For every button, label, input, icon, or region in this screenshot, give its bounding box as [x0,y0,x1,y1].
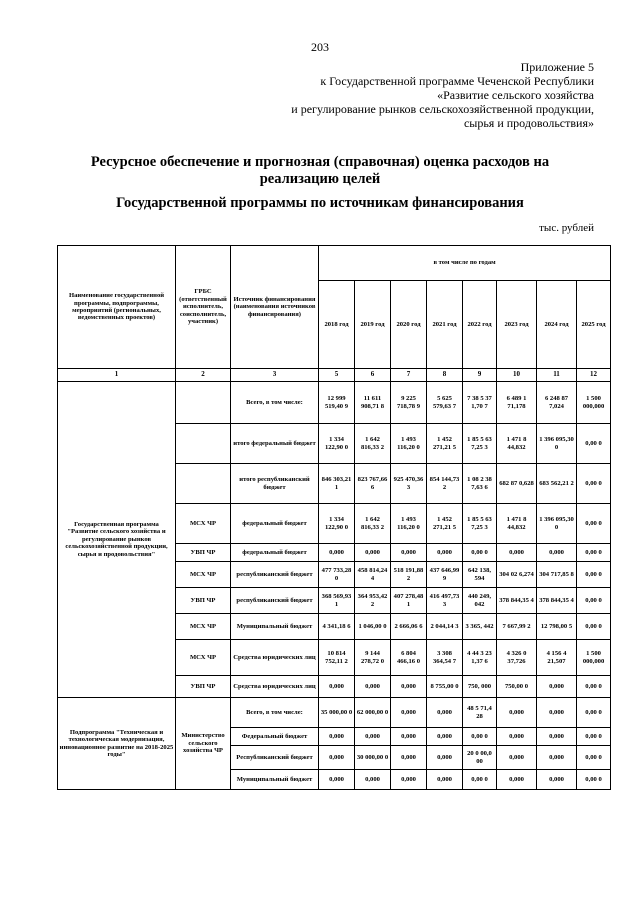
value-cell: 30 000,00 0 [355,746,391,770]
header-year: 2023 год [497,281,537,369]
title-line: Ресурсное обеспечение и прогнозная (справочная) оценка расходов на [90,154,550,170]
value-cell: 378 844,35 4 [537,588,577,614]
col-number: 3 [231,369,319,382]
header-source: Источник финансирования (наименования источников финансирования) [231,246,319,369]
value-cell: 0,000 [537,770,577,790]
value-cell: 0,000 [319,728,355,746]
grbs-cell: МСХ ЧР [176,504,231,544]
appendix-line: к Государственной программе Чеченской Республики [320,74,594,88]
source-cell: Всего, в том числе: [231,698,319,728]
header-year: 2025 год [577,281,611,369]
value-cell: 4 326 0 37,726 [497,640,537,676]
source-cell: Средства юридических лиц [231,640,319,676]
value-cell: 0,000 [391,698,427,728]
value-cell: 0,000 [427,698,463,728]
value-cell: 0,00 0 [577,746,611,770]
value-cell: 0,000 [537,746,577,770]
value-cell: 0,000 [355,676,391,698]
value-cell: 3 308 364,54 7 [427,640,463,676]
value-cell: 0,000 [427,746,463,770]
value-cell: 7 667,99 2 [497,614,537,640]
col-number: 5 [319,369,355,382]
grbs-cell [176,424,231,464]
col-number: 1 [58,369,176,382]
grbs-cell [176,382,231,424]
source-cell: федеральный бюджет [231,504,319,544]
header-year: 2020 год [391,281,427,369]
value-cell: 4 341,18 6 [319,614,355,640]
value-cell: 1 642 816,33 2 [355,424,391,464]
value-cell: 0,00 0 [577,504,611,544]
value-cell: 368 569,93 1 [319,588,355,614]
value-cell: 1 396 095,30 0 [537,504,577,544]
value-cell: 0,000 [497,544,537,562]
value-cell: 0,00 0 [577,614,611,640]
value-cell: 12 999 519,40 9 [319,382,355,424]
value-cell: 1 85 5 63 7,25 3 [463,424,497,464]
value-cell: 6 804 466,16 0 [391,640,427,676]
funding-table [57,245,611,790]
value-cell: 0,000 [319,770,355,790]
document-subtitle: Государственной программы по источникам финансирования [116,195,524,211]
value-cell: 0,000 [427,728,463,746]
value-cell: 7 38 5 37 1,70 7 [463,382,497,424]
document-title [60,154,580,188]
col-number: 2 [176,369,231,382]
value-cell: 1 493 116,20 0 [391,424,427,464]
col-number: 7 [391,369,427,382]
col-number: 11 [537,369,577,382]
value-cell: 1 493 116,20 0 [391,504,427,544]
value-cell: 925 470,36 3 [391,464,427,504]
value-cell: 5 625 579,63 7 [427,382,463,424]
value-cell: 477 733,28 0 [319,562,355,588]
header-year: 2022 год [463,281,497,369]
value-cell: 0,000 [537,544,577,562]
units-label: тыс. рублей [539,222,594,234]
value-cell: 12 798,00 5 [537,614,577,640]
value-cell: 854 144,73 2 [427,464,463,504]
value-cell: 0,000 [355,770,391,790]
value-cell: 458 814,24 4 [355,562,391,588]
appendix-block [291,60,594,130]
value-cell: 0,00 0 [577,698,611,728]
value-cell: 0,000 [391,728,427,746]
program-name-cell: Государственная программа "Развитие сельского хозяйства и регулирование рынков сельскохозяйственной продукции, сырья и продовольствия" [58,382,176,698]
value-cell: 0,00 0 [577,464,611,504]
table-row [58,382,611,424]
value-cell: 0,00 0 [577,424,611,464]
value-cell: 1 471 8 44,832 [497,504,537,544]
grbs-cell: МСХ ЧР [176,640,231,676]
value-cell: 1 08 2 38 7,63 6 [463,464,497,504]
source-cell: Республиканский бюджет [231,746,319,770]
value-cell: 4 44 3 23 1,37 6 [463,640,497,676]
col-number: 10 [497,369,537,382]
col-number: 6 [355,369,391,382]
value-cell: 0,000 [497,698,537,728]
value-cell: 0,000 [497,728,537,746]
value-cell: 0,00 0 [577,728,611,746]
value-cell: 846 303,21 1 [319,464,355,504]
page-number: 203 [311,40,329,54]
value-cell: 1 452 271,21 5 [427,424,463,464]
value-cell: 304 02 6,274 [497,562,537,588]
value-cell: 1 642 816,33 2 [355,504,391,544]
grbs-cell: УВП ЧР [176,544,231,562]
value-cell: 1 500 000,000 [577,382,611,424]
value-cell: 1 334 122,90 0 [319,504,355,544]
value-cell: 0,000 [319,676,355,698]
value-cell: 0,000 [427,770,463,790]
value-cell: 1 500 000,000 [577,640,611,676]
value-cell: 750,00 0 [497,676,537,698]
value-cell: 0,00 0 [577,562,611,588]
header-year: 2018 год [319,281,355,369]
value-cell: 4 156 4 21,507 [537,640,577,676]
value-cell: 0,000 [497,746,537,770]
source-cell: Муниципальный бюджет [231,614,319,640]
value-cell: 0,00 0 [577,544,611,562]
value-cell: 20 0 00,0 00 [463,746,497,770]
value-cell: 364 953,42 2 [355,588,391,614]
value-cell: 0,000 [537,676,577,698]
value-cell: 3 365, 442 [463,614,497,640]
value-cell: 8 755,00 0 [427,676,463,698]
value-cell: 0,000 [319,746,355,770]
value-cell: 0,000 [355,544,391,562]
header-name: Наименование государственной программы, подпрограммы, мероприятий (региональных, ведомственных проектов) [58,246,176,369]
appendix-line: «Развитие сельского хозяйства [437,88,594,102]
grbs-cell: Министерство сельского хозяйства ЧР [176,698,231,790]
value-cell: 823 767,66 6 [355,464,391,504]
header-grbs: ГРБС (ответственный исполнитель, соисполнитель, участник) [176,246,231,369]
subprogram-name-cell: Подпрограмма "Техническая и технологическая модернизация, инновационное развитие на 2018-2025 годы" [58,698,176,790]
value-cell: 0,00 0 [577,770,611,790]
source-cell: Всего, в том числе: [231,382,319,424]
grbs-cell [176,464,231,504]
value-cell: 9 225 718,78 9 [391,382,427,424]
value-cell: 0,000 [391,544,427,562]
table-row [58,698,611,728]
value-cell: 0,000 [537,698,577,728]
source-cell: республиканский бюджет [231,588,319,614]
value-cell: 1 85 5 63 7,25 3 [463,504,497,544]
value-cell: 0,00 0 [577,588,611,614]
source-cell: итого республиканский бюджет [231,464,319,504]
header-year: 2024 год [537,281,577,369]
value-cell: 0,00 0 [463,770,497,790]
value-cell: 407 278,48 1 [391,588,427,614]
col-number: 8 [427,369,463,382]
value-cell: 440 249, 042 [463,588,497,614]
value-cell: 0,00 0 [463,728,497,746]
source-cell: республиканский бюджет [231,562,319,588]
value-cell: 682 87 0,628 [497,464,537,504]
value-cell: 6 248 87 7,024 [537,382,577,424]
value-cell: 6 489 1 71,178 [497,382,537,424]
value-cell: 2 666,06 6 [391,614,427,640]
source-cell: Средства юридических лиц [231,676,319,698]
header-year: 2019 год [355,281,391,369]
value-cell: 10 814 752,11 2 [319,640,355,676]
value-cell: 1 046,00 0 [355,614,391,640]
appendix-line: сырья и продовольствия» [463,116,594,130]
value-cell: 0,000 [319,544,355,562]
header-year: 2021 год [427,281,463,369]
value-cell: 48 5 71,4 28 [463,698,497,728]
col-number: 12 [577,369,611,382]
header-by-years: в том числе по годам [319,246,611,281]
value-cell: 0,000 [427,544,463,562]
value-cell: 0,000 [391,676,427,698]
value-cell: 1 471 8 44,832 [497,424,537,464]
value-cell: 0,000 [497,770,537,790]
value-cell: 0,000 [391,746,427,770]
value-cell: 9 144 278,72 0 [355,640,391,676]
title-line: реализацию целей [259,171,381,187]
grbs-cell: УВП ЧР [176,588,231,614]
appendix-line: Приложение 5 [520,60,594,74]
value-cell: 304 717,85 8 [537,562,577,588]
value-cell: 0,000 [391,770,427,790]
source-cell: федеральный бюджет [231,544,319,562]
grbs-cell: УВП ЧР [176,676,231,698]
appendix-line: и регулирование рынков сельскохозяйственной продукции, [291,102,594,116]
value-cell: 1 396 095,30 0 [537,424,577,464]
source-cell: Муниципальный бюджет [231,770,319,790]
value-cell: 518 191,88 2 [391,562,427,588]
value-cell: 11 611 908,71 8 [355,382,391,424]
source-cell: итого федеральный бюджет [231,424,319,464]
col-number: 9 [463,369,497,382]
source-cell: Федеральный бюджет [231,728,319,746]
grbs-cell: МСХ ЧР [176,614,231,640]
value-cell: 1 452 271,21 5 [427,504,463,544]
value-cell: 0,000 [537,728,577,746]
value-cell: 750, 000 [463,676,497,698]
value-cell: 0,00 0 [577,676,611,698]
value-cell: 683 562,21 2 [537,464,577,504]
value-cell: 0,00 0 [463,544,497,562]
grbs-cell: МСХ ЧР [176,562,231,588]
value-cell: 1 334 122,90 0 [319,424,355,464]
value-cell: 2 044,14 3 [427,614,463,640]
value-cell: 0,000 [355,728,391,746]
value-cell: 378 844,35 4 [497,588,537,614]
value-cell: 437 646,99 9 [427,562,463,588]
value-cell: 35 000,00 0 [319,698,355,728]
value-cell: 62 000,00 0 [355,698,391,728]
value-cell: 416 497,73 3 [427,588,463,614]
value-cell: 642 138, 594 [463,562,497,588]
